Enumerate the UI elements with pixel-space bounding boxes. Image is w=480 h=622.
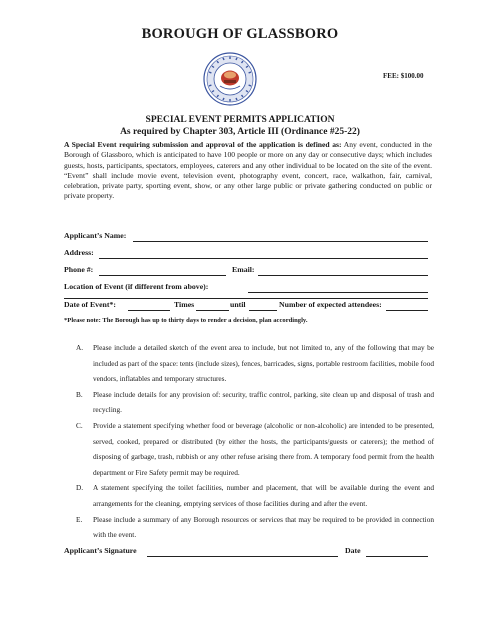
form-heading: SPECIAL EVENT PERMITS APPLICATION <box>145 115 335 125</box>
requirements-list <box>76 340 434 543</box>
time-start-line[interactable] <box>196 310 229 311</box>
address-line[interactable] <box>99 258 428 259</box>
borough-seal-logo <box>203 52 257 106</box>
list-item-letter: A. <box>76 343 84 352</box>
address-label: Address: <box>64 248 94 257</box>
form-subheading: As required by Chapter 303, Article III (Ordinance #25-22) <box>120 127 360 137</box>
list-item-text: Provide a statement specifying whether food or beverage (alcoholic or non-alcoholic) are intended to be presented, served, cooked, prepared or distributed (by either the hosts, the participants/guests or caterers); the method of disposing of garbage, trash, rubbish or any other refuse arising there from. A temporary food permit from the health department or Fire Safety permit may be required. <box>93 420 434 477</box>
list-item-letter: C. <box>76 420 83 430</box>
phone-line[interactable] <box>99 275 226 276</box>
list-item <box>76 512 434 543</box>
signature-label: Applicant’s Signature <box>64 546 137 555</box>
location-line-2[interactable] <box>64 298 428 299</box>
decision-note: *Please note: The Borough has up to thirty days to render a decision, plan accordingly. <box>64 317 308 324</box>
list-item <box>76 418 434 480</box>
applicant-name-label: Applicant’s Name: <box>64 231 127 240</box>
list-item-text: Please include a summary of any Borough resources or services that may be required to be provided in connection with the event. <box>93 514 434 540</box>
attendees-line[interactable] <box>386 310 428 311</box>
list-item-letter: D. <box>76 483 84 493</box>
fee-label: FEE: $100.00 <box>383 72 424 80</box>
time-end-line[interactable] <box>249 310 277 311</box>
list-item <box>76 387 434 418</box>
signature-date-label: Date <box>345 546 361 555</box>
phone-label: Phone #: <box>64 265 94 274</box>
list-item-letter: B. <box>76 389 83 399</box>
list-item-text: A statement specifying the toilet facilities, number and placement, that will be available during the event and arrangements for the cleaning, emptying services of those facilities during and after the event. <box>93 483 434 508</box>
list-item <box>76 480 434 511</box>
page-title: BOROUGH OF GLASSBORO <box>141 26 339 42</box>
list-item-letter: E. <box>76 514 83 524</box>
intro-definition-label: A Special Event requiring submission and approval of the application is defined as: <box>64 140 342 149</box>
date-of-event-line[interactable] <box>128 310 170 311</box>
list-item-text: Please include a detailed sketch of the event area to include, but not limited to, any of the following that may be included as part of the space: tents (include sizes), fences, barricades, signs, portable restroom facilities, mobile food vendors, inflatables and temporary structures. <box>93 343 434 384</box>
email-label: Email: <box>232 265 255 274</box>
email-line[interactable] <box>258 275 428 276</box>
location-label: Location of Event (if different from above): <box>64 282 209 291</box>
list-item <box>76 340 434 387</box>
signature-line[interactable] <box>147 556 338 557</box>
signature-date-line[interactable] <box>366 556 428 557</box>
location-line[interactable] <box>248 292 428 293</box>
times-label: Times <box>174 300 195 309</box>
intro-paragraph <box>64 140 432 202</box>
until-label: until <box>230 300 246 309</box>
intro-definition-text: Any event, conducted in the Borough of Glassboro, which is anticipated to have 100 people or more on any day or consecutive days; which includes guests, hosts, participants, spectators, employees, caterers and any other individual to be located on the site of the event. “Event” shall include movie event, television event, photography event, concert, race, walkathon, fair, carnival, celebration, private party, sporting event, show, or any other large public or private gathering conducted on public or private property. <box>64 140 432 201</box>
attendees-label: Number of expected attendees: <box>279 300 382 309</box>
list-item-text: Please include details for any provision of: security, traffic control, parking, site clean up and disposal of trash and recycling. <box>93 389 434 415</box>
date-of-event-label: Date of Event*: <box>64 300 116 309</box>
applicant-name-line[interactable] <box>133 241 428 242</box>
